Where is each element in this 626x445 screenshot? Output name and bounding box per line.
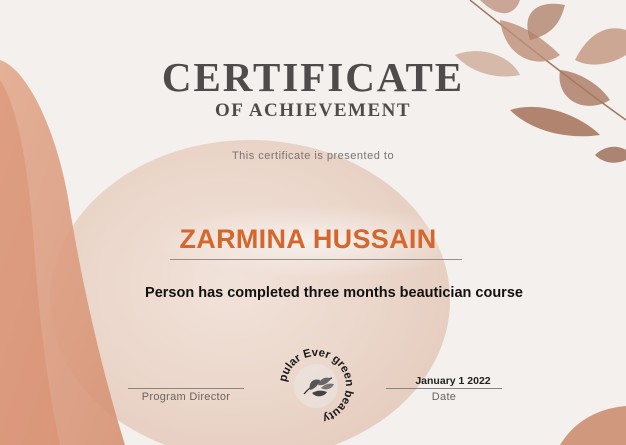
date-value: January 1 2022 (415, 375, 491, 387)
presented-to-text: This certificate is presented to (231, 150, 395, 162)
certificate-title: CERTIFICATE (161, 54, 465, 100)
achievement-description: Person has completed three months beautician course (145, 285, 523, 301)
date-line (386, 388, 502, 389)
certificate-subtitle: OF ACHIEVEMENT (214, 100, 412, 121)
name-underline (170, 259, 462, 260)
recipient-name: ZARMINA HUSSAIN (179, 224, 437, 254)
beauty-seal-logo (274, 344, 358, 428)
date-label: Date (431, 391, 457, 403)
signature-line (128, 388, 244, 389)
program-director-label: Program Director (141, 391, 231, 403)
seal-text: pular Ever green beauty (277, 346, 356, 425)
corner-watercolor (560, 406, 626, 445)
